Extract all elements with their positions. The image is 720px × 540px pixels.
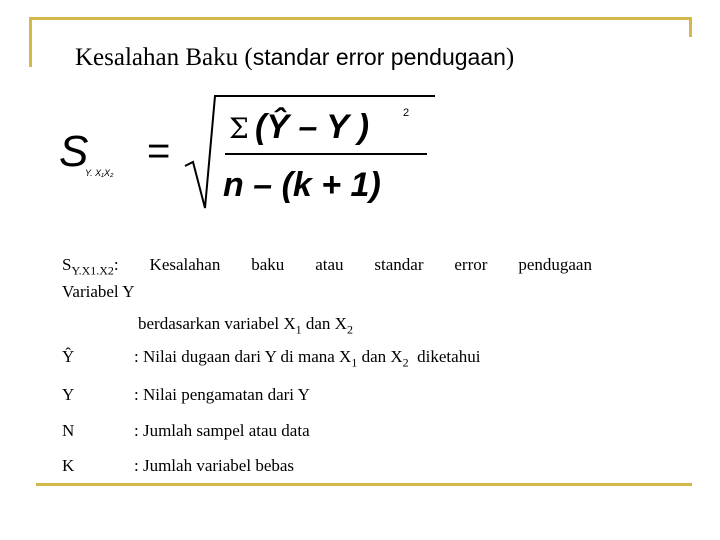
description-block <box>62 254 592 303</box>
description-symbol: $S_{Y.X1.X2}$: <box>62 255 119 278</box>
frame-left-border <box>29 17 32 67</box>
description-word: standar <box>374 255 424 274</box>
definition-text: : Jumlah variabel bebas <box>134 456 295 475</box>
slide-title <box>75 44 514 72</box>
title-serif-part: Kesalahan Baku ( <box>75 44 253 71</box>
frame-bottom-border <box>36 483 692 486</box>
formula-sigma: Σ <box>229 112 249 145</box>
description-line-2: Variabel Y <box>62 282 135 302</box>
definition-symbol: Y <box>62 385 75 404</box>
definition-text: : Jumlah sampel atau data <box>134 421 310 440</box>
description-line-1 <box>62 254 592 281</box>
formula-exponent: 2 <box>403 107 410 119</box>
title-sans-part: standar error pendugaan <box>252 44 506 70</box>
frame-top-border <box>29 17 691 20</box>
formula-numerator: (Ŷ – Y ) <box>255 108 370 146</box>
definition-text: : Nilai dugaan dari Y di mana $X_1$ dan $X_2$ diketahui <box>134 347 481 370</box>
description-word: pendugaan <box>518 255 592 274</box>
standard-error-formula <box>55 88 455 218</box>
frame-right-border <box>689 17 692 37</box>
description-word: baku <box>251 255 285 274</box>
title-close-paren: ) <box>505 44 515 71</box>
formula-denominator: n – (k + 1) <box>223 166 381 204</box>
definition-symbol: Ŷ <box>62 347 75 366</box>
description-word: error <box>454 255 488 274</box>
description-line-3: berdasarkan variabel $X_1$ dan $X_2$ <box>138 314 353 337</box>
definition-symbol: K <box>62 456 75 475</box>
definition-text: : Nilai pengamatan dari Y <box>134 385 310 404</box>
formula-s-symbol: S <box>59 127 89 176</box>
formula-equals: = <box>147 129 171 173</box>
formula-s-subscript: Y. X₁X₂ <box>85 168 114 178</box>
definition-symbol: N <box>62 421 75 440</box>
description-word: Kesalahan <box>149 255 221 274</box>
description-word: atau <box>315 255 344 274</box>
